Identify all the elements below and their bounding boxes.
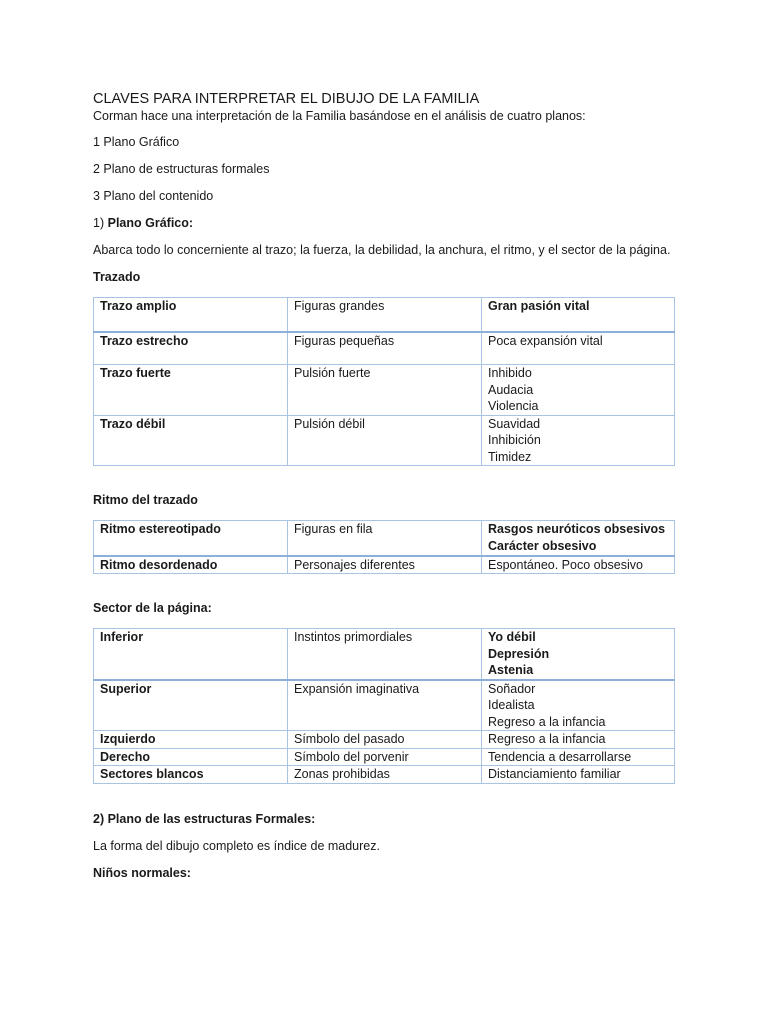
sector-interpretation-line: Soñador <box>488 681 536 696</box>
trazado-cell-meaning: Figuras grandes <box>288 298 482 332</box>
trazado-interpretation-line: Inhibición <box>488 433 541 447</box>
trazado-interpretation-line: Inhibido <box>488 366 532 380</box>
trazado-cell-trait: Trazo fuerte <box>94 365 288 416</box>
ritmo-table <box>93 520 675 574</box>
sector-table-row <box>94 680 675 731</box>
sector-heading: Sector de la página: <box>93 601 212 615</box>
ritmo-table-row <box>94 556 675 574</box>
trazado-table-row <box>94 415 675 466</box>
ninos-normales-heading: Niños normales: <box>93 865 191 880</box>
sector-cell-trait: Derecho <box>94 748 288 766</box>
section-2-description: La forma del dibujo completo es índice de madurez. <box>93 838 380 853</box>
document-title: CLAVES PARA INTERPRETAR EL DIBUJO DE LA FAMILIA <box>93 91 480 107</box>
sector-interpretation-line: Regreso a la infancia <box>488 732 606 746</box>
sector-table-row <box>94 766 675 784</box>
sector-interpretation-line: Yo débil <box>488 630 536 644</box>
ritmo-interpretation-line: Rasgos neuróticos obsesivos <box>488 522 666 536</box>
trazado-interpretation-line: Violencia <box>488 399 539 413</box>
sector-interpretation-line: Astenia <box>488 663 534 677</box>
ritmo-cell-interpretation <box>482 556 675 574</box>
sector-cell-meaning: Zonas prohibidas <box>288 766 482 784</box>
ritmo-interpretation-line: Espontáneo. Poco obsesivo <box>488 557 643 572</box>
sector-cell-interpretation <box>482 680 675 731</box>
sector-interpretation-line: Distanciamiento familiar <box>488 767 621 781</box>
sector-cell-meaning: Símbolo del pasado <box>288 731 482 749</box>
sector-interpretation-line: Tendencia a desarrollarse <box>488 749 632 764</box>
sector-cell-trait: Superior <box>94 680 288 731</box>
trazado-cell-interpretation <box>482 298 675 332</box>
trazado-table-row <box>94 298 675 332</box>
trazado-cell-interpretation <box>482 365 675 416</box>
ritmo-cell-trait: Ritmo estereotipado <box>94 521 288 556</box>
sector-cell-trait: Izquierdo <box>94 731 288 749</box>
ritmo-cell-interpretation <box>482 521 675 556</box>
ritmo-cell-meaning: Personajes diferentes <box>288 556 482 574</box>
trazado-cell-trait: Trazo amplio <box>94 298 288 332</box>
sector-cell-meaning: Instintos primordiales <box>288 629 482 680</box>
sector-table <box>93 628 675 784</box>
trazado-cell-interpretation <box>482 332 675 365</box>
plano-item-2: 2 Plano de estructuras formales <box>93 162 270 176</box>
section-2-heading: 2) Plano de las estructuras Formales: <box>93 811 316 826</box>
sector-cell-meaning: Símbolo del porvenir <box>288 748 482 766</box>
sector-cell-meaning: Expansión imaginativa <box>288 680 482 731</box>
ritmo-cell-meaning: Figuras en fila <box>288 521 482 556</box>
ritmo-cell-trait: Ritmo desordenado <box>94 556 288 574</box>
plano-item-1: 1 Plano Gráfico <box>93 135 180 149</box>
trazado-table-row <box>94 365 675 416</box>
trazado-cell-meaning: Pulsión fuerte <box>288 365 482 416</box>
section-1-heading <box>93 215 676 232</box>
intro-paragraph: Corman hace una interpretación de la Familia basándose en el análisis de cuatro planos: <box>93 109 586 123</box>
trazado-table-row <box>94 332 675 365</box>
document-page <box>93 90 676 882</box>
section-1-description: Abarca todo lo concerniente al trazo; la fuerza, la debilidad, la anchura, el ritmo, y el sector de la página. <box>93 243 671 257</box>
sector-cell-interpretation <box>482 748 675 766</box>
trazado-interpretation-line: Audacia <box>488 382 534 397</box>
sector-interpretation-line: Regreso a la infancia <box>488 714 606 729</box>
ritmo-table-row <box>94 521 675 556</box>
section-1-title: Plano Gráfico: <box>107 216 194 230</box>
trazado-cell-meaning: Figuras pequeñas <box>288 332 482 365</box>
sector-table-row <box>94 731 675 749</box>
sector-cell-trait: Inferior <box>94 629 288 680</box>
ritmo-heading: Ritmo del trazado <box>93 493 198 507</box>
trazado-cell-trait: Trazo débil <box>94 415 288 466</box>
trazado-interpretation-line: Timidez <box>488 449 532 464</box>
trazado-interpretation-line: Suavidad <box>488 416 541 431</box>
sector-interpretation-line: Idealista <box>488 698 535 712</box>
sector-cell-trait: Sectores blancos <box>94 766 288 784</box>
sector-cell-interpretation <box>482 731 675 749</box>
trazado-heading: Trazado <box>93 270 141 284</box>
ritmo-interpretation-line: Carácter obsesivo <box>488 538 597 553</box>
trazado-interpretation-line: Gran pasión vital <box>488 299 590 313</box>
plano-item-3: 3 Plano del contenido <box>93 189 214 203</box>
trazado-table <box>93 297 675 466</box>
sector-interpretation-line: Depresión <box>488 646 550 661</box>
trazado-cell-interpretation <box>482 415 675 466</box>
trazado-cell-meaning: Pulsión débil <box>288 415 482 466</box>
sector-cell-interpretation <box>482 766 675 784</box>
sector-table-row <box>94 748 675 766</box>
section-1-number: 1) <box>93 216 105 230</box>
trazado-interpretation-line: Poca expansión vital <box>488 333 603 348</box>
sector-table-row <box>94 629 675 680</box>
trazado-cell-trait: Trazo estrecho <box>94 332 288 365</box>
sector-cell-interpretation <box>482 629 675 680</box>
